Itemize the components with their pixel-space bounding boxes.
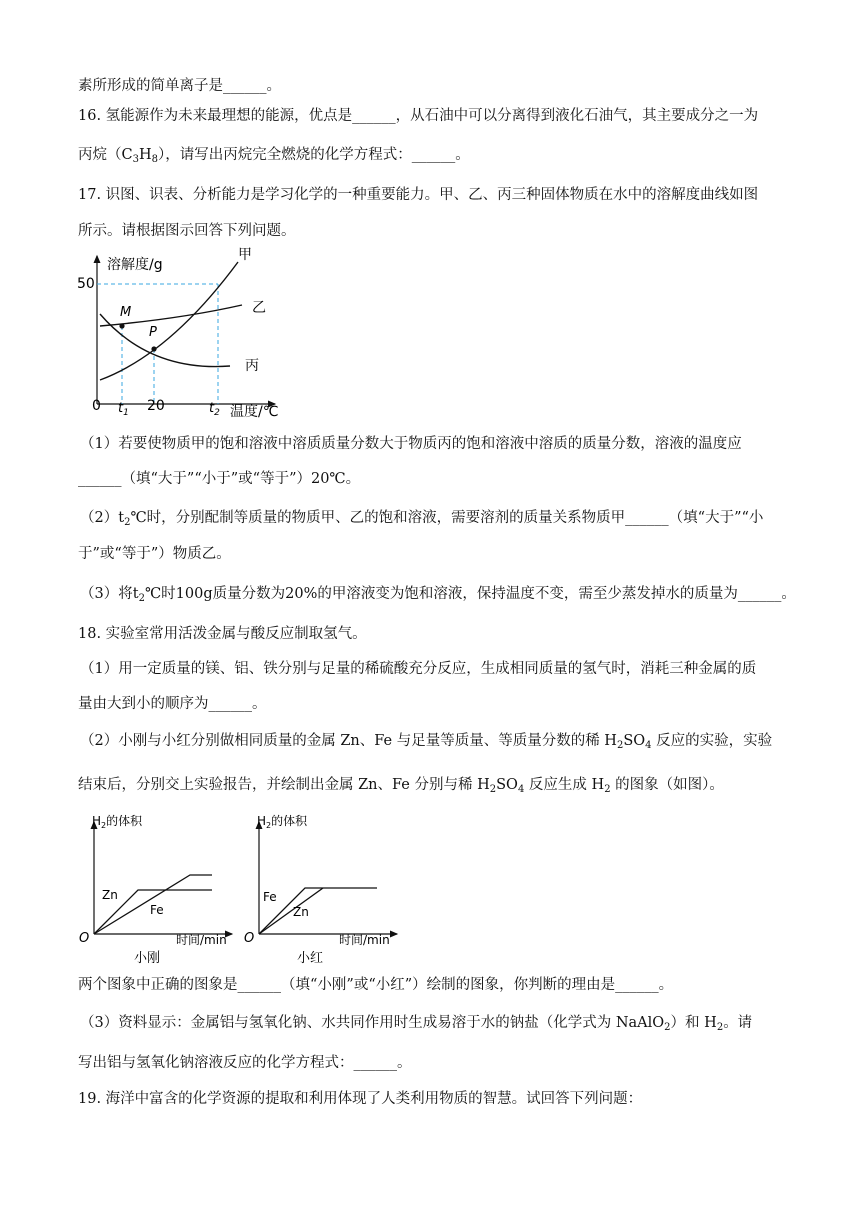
point-m xyxy=(119,323,124,328)
text-line: 结束后，分别交上实验报告，并绘制出金属 Zn、Fe 分别与稀 $H_2SO_4$ 反应生成 $H_2$ 的图象（如图）。 xyxy=(78,777,724,795)
caption-xiaogang: 小刚 xyxy=(134,951,161,966)
line-fe xyxy=(259,888,377,934)
question-18-2: （2）小刚与小红分别做相同质量的金属 Zn、Fe 与足量等质量、等质量分数的稀 $H_2SO_4$ 反应的实验，实验 xyxy=(80,733,773,751)
text-line: 素所形成的简单离子是______。 xyxy=(78,78,281,94)
label-fe: Fe xyxy=(263,890,277,904)
x-axis-label: 温度/℃ xyxy=(230,404,279,420)
question-16: 16. 氢能源作为未来最理想的能源，优点是______，从石油中可以分离得到液化石油气，其主要成分之一为 xyxy=(78,108,759,124)
tick-t1: $t_1$ xyxy=(118,401,129,418)
x-axis-label: 时间/min xyxy=(339,933,390,947)
text-line: ______（填“大于”“小于”或“等于”）20℃。 xyxy=(78,471,361,487)
label-bing: 丙 xyxy=(245,358,259,374)
label-p: P xyxy=(149,325,157,340)
label-zn: Zn xyxy=(293,905,309,919)
question-18-3: （3）资料显示：金属铝与氢氧化钠、水共同作用时生成易溶于水的钠盐（化学式为 NaAlO$_2$）和 $H_2$。请 xyxy=(80,1015,753,1033)
y-axis-label: 溶解度/g xyxy=(107,257,163,273)
label-m: M xyxy=(120,305,132,320)
text-line: 丙烷$(C_3H_8)$，请写出丙烷完全燃烧的化学方程式：______。 xyxy=(78,147,470,165)
text-line: 写出铝与氢氧化钠溶液反应的化学方程式：______。 xyxy=(78,1055,412,1071)
question-17-1: （1）若要使物质甲的饱和溶液中溶质质量分数大于物质丙的饱和溶液中溶质的质量分数，溶液的温度应 xyxy=(80,436,742,452)
question-18: 18. 实验室常用活泼金属与酸反应制取氢气。 xyxy=(78,626,367,642)
label-fe: Fe xyxy=(150,903,164,917)
text-line: 于”或“等于”）物质乙。 xyxy=(78,546,231,562)
h2-chart-xiaohong xyxy=(237,806,407,966)
question-17: 17. 识图、识表、分析能力是学习化学的一种重要能力。甲、乙、丙三种固体物质在水中的溶解度曲线如图 xyxy=(78,187,759,203)
solubility-chart xyxy=(70,244,290,422)
y-axis-label: $H_2$的体积 xyxy=(92,814,143,830)
question-18-1: （1）用一定质量的镁、铝、铁分别与足量的稀硫酸充分反应，生成相同质量的氢气时，消耗三种金属的质 xyxy=(80,661,757,677)
origin: O xyxy=(244,931,255,946)
y-axis-label: $H_2$的体积 xyxy=(257,814,308,830)
label-yi: 乙 xyxy=(252,300,266,316)
text-line: 所示。请根据图示回答下列问题。 xyxy=(78,223,296,239)
curve-jia xyxy=(100,262,238,380)
curve-bing xyxy=(100,314,230,367)
x-axis-label: 时间/min xyxy=(176,933,227,947)
label-zn: Zn xyxy=(102,888,118,902)
tick-20: 20 xyxy=(147,398,165,414)
caption-xiaohong: 小红 xyxy=(297,951,324,966)
question-17-2: $(2)t_2℃$时，分别配制等质量的物质甲、乙的饱和溶液，需要溶剂的质量关系物质甲______（填“大于”“小 xyxy=(80,510,764,528)
tick-50: 50 xyxy=(77,276,95,292)
text-line: 量由大到小的顺序为______。 xyxy=(78,696,267,712)
origin: O xyxy=(79,931,90,946)
tick-origin: 0 xyxy=(92,398,101,414)
question-19: 19. 海洋中富含的化学资源的提取和利用体现了人类利用物质的智慧。试回答下列问题： xyxy=(78,1091,643,1107)
question-17-3: （3）将$t_2℃$时100g质量分数为20%的甲溶液变为饱和溶液，保持温度不变，需至少蒸发掉水的质量为______。 xyxy=(80,586,796,604)
text-line: 两个图象中正确的图象是______（填“小刚”或“小红”）绘制的图象，你判断的理由是______。 xyxy=(78,977,674,993)
tick-t2: $t_2$ xyxy=(209,401,220,418)
point-p xyxy=(151,346,156,351)
h2-chart-xiaogang xyxy=(72,806,242,966)
label-jia: 甲 xyxy=(238,247,252,263)
